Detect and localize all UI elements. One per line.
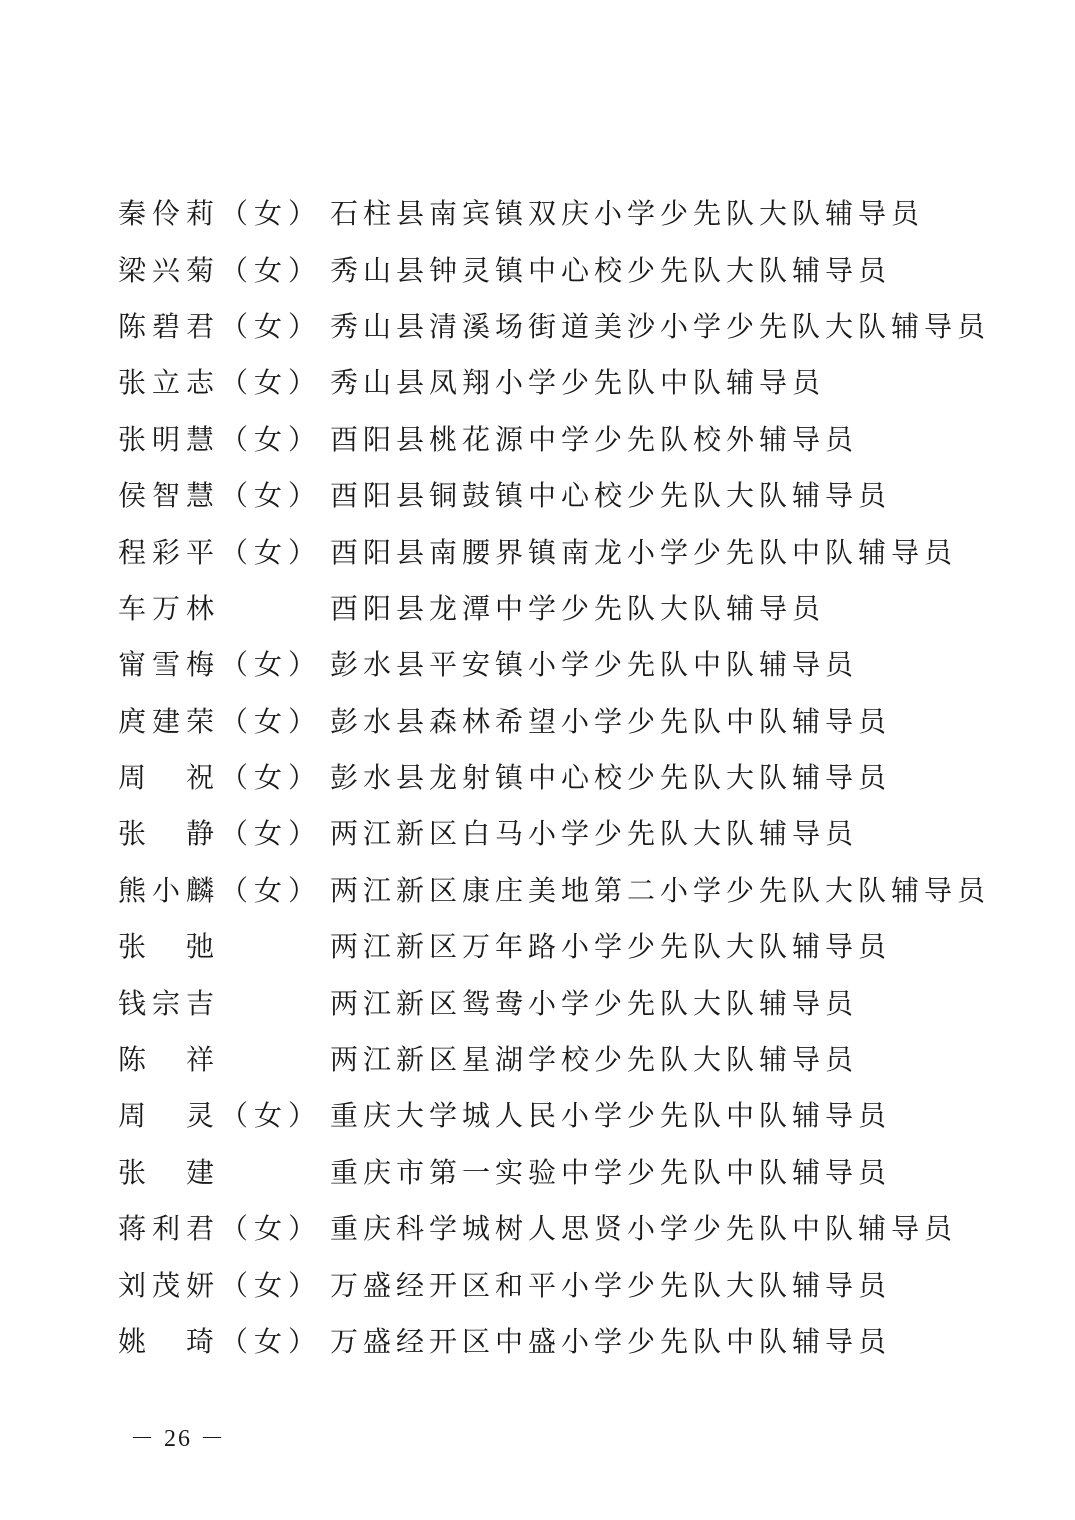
honoree-position: 两江新区白马小学少先队大队辅导员 (330, 817, 859, 851)
honoree-name: 张明慧（女） (118, 422, 323, 456)
list-item (118, 1257, 998, 1313)
honoree-name: 车万林 (118, 591, 221, 625)
list-item (118, 412, 998, 468)
honoree-position: 秀山县凤翔小学少先队中队辅导员 (330, 366, 826, 400)
list-item (118, 806, 998, 862)
honoree-name: 程彩平（女） (118, 535, 323, 569)
list-item (118, 637, 998, 693)
list-item (118, 1201, 998, 1257)
honoree-name: 周 灵（女） (118, 1099, 323, 1133)
list-item (118, 1145, 998, 1201)
list-item (118, 1088, 998, 1144)
list-item (118, 242, 998, 298)
honoree-name: 周 祝（女） (118, 761, 323, 795)
list-item (118, 468, 998, 524)
honoree-position: 酉阳县龙潭中学少先队大队辅导员 (330, 591, 826, 625)
honoree-name: 陈 祥 (118, 1043, 221, 1077)
honoree-position: 秀山县清溪场街道美沙小学少先队大队辅导员 (330, 309, 991, 343)
honoree-name: 陈碧君（女） (118, 309, 323, 343)
honoree-position: 酉阳县铜鼓镇中心校少先队大队辅导员 (330, 479, 892, 513)
honoree-position: 彭水县龙射镇中心校少先队大队辅导员 (330, 761, 892, 795)
honoree-position: 秀山县钟灵镇中心校少先队大队辅导员 (330, 253, 892, 287)
honoree-name: 张 建 (118, 1155, 221, 1189)
honoree-position: 重庆市第一实验中学少先队中队辅导员 (330, 1155, 892, 1189)
honoree-position: 重庆科学城树人思贤小学少先队中队辅导员 (330, 1212, 958, 1246)
honoree-list (118, 186, 998, 1370)
list-item (118, 299, 998, 355)
honoree-name: 张 弛 (118, 930, 221, 964)
list-item (118, 975, 998, 1031)
honoree-name: 梁兴菊（女） (118, 253, 323, 287)
honoree-name: 姚 琦（女） (118, 1325, 323, 1358)
list-item (118, 1314, 998, 1370)
honoree-position: 石柱县南宾镇双庆小学少先队大队辅导员 (330, 197, 925, 231)
list-item (118, 355, 998, 411)
honoree-name: 张 静（女） (118, 817, 323, 851)
list-item (118, 863, 998, 919)
list-item (118, 186, 998, 242)
honoree-position: 两江新区万年路小学少先队大队辅导员 (330, 930, 892, 964)
honoree-position: 万盛经开区中盛小学少先队中队辅导员 (330, 1325, 892, 1358)
honoree-position: 彭水县平安镇小学少先队中队辅导员 (330, 648, 859, 682)
honoree-position: 酉阳县桃花源中学少先队校外辅导员 (330, 422, 859, 456)
honoree-name: 侯智慧（女） (118, 479, 323, 513)
list-item (118, 919, 998, 975)
honoree-name: 熊小麟（女） (118, 873, 323, 907)
honoree-position: 彭水县森林希望小学少先队中队辅导员 (330, 704, 892, 738)
honoree-name: 庹建荣（女） (118, 704, 323, 738)
list-item (118, 1032, 998, 1088)
honoree-name: 蒋利君（女） (118, 1212, 323, 1246)
honoree-name: 甯雪梅（女） (118, 648, 323, 682)
list-item (118, 581, 998, 637)
honoree-position: 两江新区星湖学校少先队大队辅导员 (330, 1043, 859, 1077)
honoree-name: 刘茂妍（女） (118, 1268, 323, 1302)
honoree-position: 两江新区鸳鸯小学少先队大队辅导员 (330, 986, 859, 1020)
honoree-name: 张立志（女） (118, 366, 323, 400)
honoree-position: 酉阳县南腰界镇南龙小学少先队中队辅导员 (330, 535, 958, 569)
honoree-position: 两江新区康庄美地第二小学少先队大队辅导员 (330, 873, 991, 907)
honoree-name: 秦伶莉（女） (118, 197, 323, 231)
page-number: － 26 － (130, 1426, 226, 1452)
list-item (118, 750, 998, 806)
honoree-position: 万盛经开区和平小学少先队大队辅导员 (330, 1268, 892, 1302)
list-item (118, 694, 998, 750)
list-item (118, 524, 998, 580)
honoree-position: 重庆大学城人民小学少先队中队辅导员 (330, 1099, 892, 1133)
honoree-name: 钱宗吉 (118, 986, 221, 1020)
